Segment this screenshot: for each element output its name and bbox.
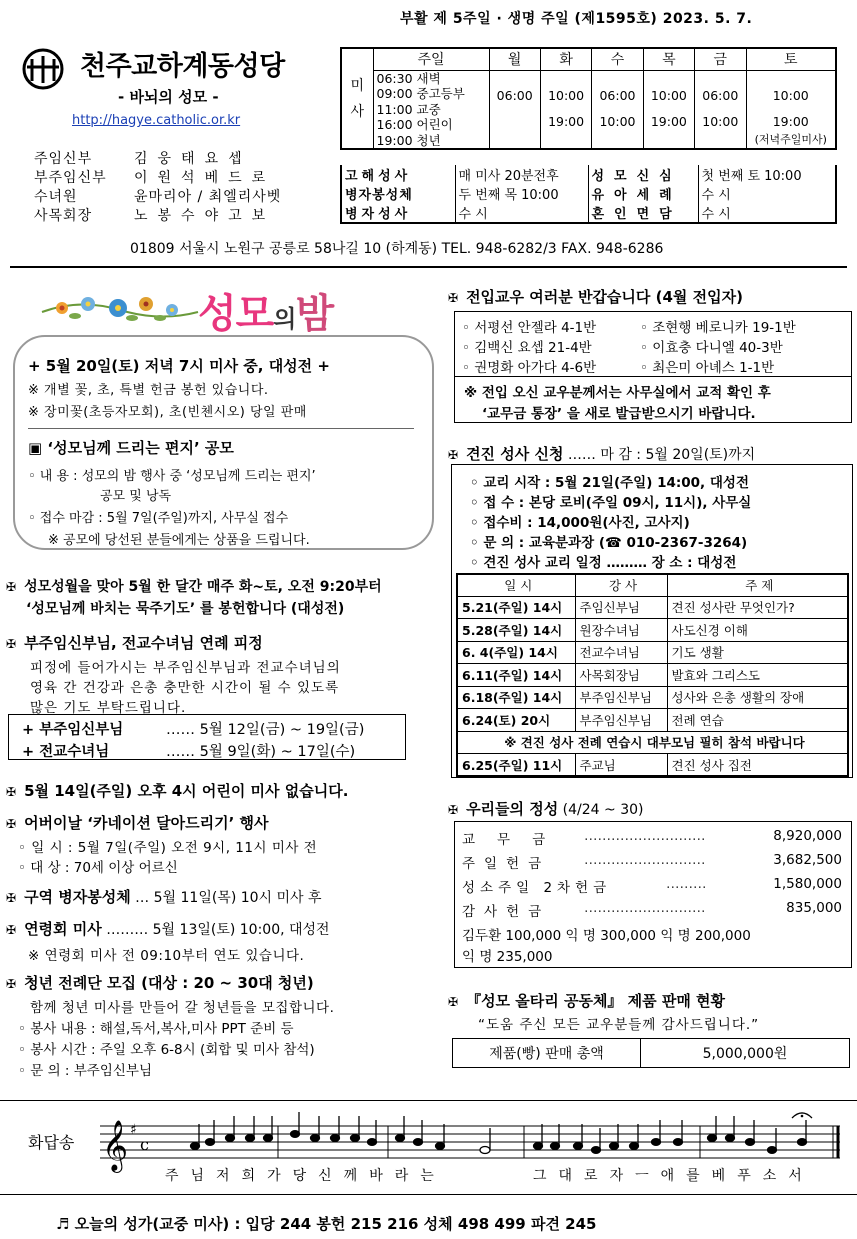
day-header: 금 bbox=[695, 48, 746, 70]
sales-thanks: “도움 주신 모든 교우분들께 감사드립니다.” bbox=[478, 1017, 760, 1033]
header-divider bbox=[10, 266, 847, 268]
sacrament-row: 고해성사 매 미사 20분전후 성모신심 첫 번째 토 10:00 bbox=[341, 165, 836, 184]
youth-recruit-duty: ◦ 봉사 내용 : 해설,독서,복사,미사 PPT 준비 등 bbox=[18, 1021, 294, 1037]
marian-night-title: 성모의밤 bbox=[198, 291, 334, 337]
newcomer-entry: ◦ 김백신 요셉 21-4반 bbox=[462, 340, 592, 356]
staff-row: 주임신부 김웅태요셉 bbox=[34, 151, 252, 167]
day-header: 화 bbox=[540, 48, 591, 70]
issue-date-line: 부활 제 5주일 · 생명 주일 (제1595호) 2023. 5. 7. bbox=[400, 11, 753, 27]
thursday-masses: 10:00 19:00 bbox=[643, 70, 694, 149]
sales-table bbox=[452, 1038, 850, 1068]
treble-clef-icon: 𝄞 bbox=[102, 1120, 129, 1171]
offering-dots: ……… bbox=[666, 876, 707, 892]
letter-contest-deadline: ◦ 접수 마감 : 5월 7일(주일)까지, 사무실 접수 bbox=[28, 511, 289, 526]
confirmation-info: ◦ 견진 성사 교리 일정 ……… 장 소 : 대성전 bbox=[470, 555, 737, 571]
memorial-note: ※ 연령회 미사 전 09:10부터 연도 있습니다. bbox=[28, 948, 305, 964]
offering-donors: 김두환 100,000 익 명 300,000 익 명 200,000 bbox=[462, 928, 751, 944]
staff-row: 수녀원 윤마리아 / 최엘리사벳 bbox=[34, 189, 282, 205]
newcomer-entry: ◦ 이효충 다니엘 40-3반 bbox=[640, 340, 783, 356]
marian-night-note: ※ 장미꽃(초등자모회), 초(빈첸시오) 당일 판매 bbox=[28, 405, 307, 420]
youth-recruit-title: ✠ 청년 전례단 모집 (대상 : 20 ~ 30대 청년) bbox=[6, 974, 314, 992]
table-row: 5.28(주일) 14시 원장수녀님 사도신경 이해 bbox=[457, 619, 848, 642]
confirmation-info: ◦ 접수비 : 14,000원(사진, 고사지) bbox=[470, 515, 690, 531]
mass-side-label: 미 사 bbox=[341, 48, 373, 149]
sick-communion: ✠ 구역 병자봉성체 … 5월 11일(목) 10시 미사 후 bbox=[6, 888, 322, 906]
schedule-times-row bbox=[341, 70, 836, 149]
offering-dots: ……………………… bbox=[584, 828, 706, 844]
confirmation-info: ◦ 접 수 : 본당 로비(주일 09시, 11시), 사무실 bbox=[470, 495, 752, 511]
music-divider bbox=[0, 1100, 857, 1101]
day-header: 월 bbox=[489, 48, 540, 70]
youth-recruit-time: ◦ 봉사 시간 : 주일 오후 6-8시 (회합 및 미사 참석) bbox=[18, 1042, 315, 1058]
staff-row: 부주임신부 이원석베드로 bbox=[34, 170, 276, 186]
sunday-masses: 06:30 새벽 09:00 중고등부 11:00 교중 16:00 어린이 19:00 청년 bbox=[373, 70, 489, 149]
flower-garland-icon bbox=[40, 290, 200, 330]
marian-night-event: + 5월 20일(토) 저녁 7시 미사 중, 대성전 + bbox=[28, 357, 330, 375]
newcomers-divider bbox=[455, 376, 851, 377]
table-row: 6. 4(주일) 14시 전교수녀님 기도 생활 bbox=[457, 641, 848, 664]
retreat-text: 피정에 들어가시는 부주임신부님과 전교수녀님의 bbox=[30, 660, 341, 676]
staff-row: 사목회장 노봉수야고보 bbox=[34, 208, 276, 224]
sacrament-schedule-table bbox=[340, 165, 837, 224]
table-row: 6.18(주일) 14시 부주임신부님 성사와 은총 생활의 장애 bbox=[457, 686, 848, 709]
newcomer-entry: ◦ 최은미 아녜스 1-1반 bbox=[640, 360, 775, 376]
sacrament-row: 병자봉성체 두 번째 목 10:00 유아세례 수 시 bbox=[341, 184, 836, 203]
retreat-text: 영육 간 건강과 은총 충만한 시간이 될 수 있도록 bbox=[30, 680, 340, 696]
church-website-link[interactable]: http://hagye.catholic.or.kr bbox=[72, 113, 241, 128]
psalm-lyrics: 그대로자ㅡ애를베푸소서 bbox=[533, 1168, 814, 1184]
marian-night-note: ※ 개별 꽃, 초, 특별 헌금 봉헌 있습니다. bbox=[28, 383, 269, 398]
psalm-lyrics: 주님저희가당신께바라는 bbox=[165, 1168, 446, 1184]
parents-day-title: ✠ 어버이날 ‘카네이션 달아드리기’ 행사 bbox=[6, 814, 269, 832]
tuesday-masses: 10:00 19:00 bbox=[540, 70, 591, 149]
letter-contest-title: ▣ ‘성모님께 드리는 편지’ 공모 bbox=[28, 439, 234, 457]
parents-day-target: ◦ 대 상 : 70세 이상 어르신 bbox=[18, 860, 178, 876]
offering-dots: ……………………… bbox=[584, 852, 706, 868]
sales-label: 제품(빵) 판매 총액 bbox=[453, 1039, 641, 1068]
retreat-title: ✠ 부주임신부님, 전교수녀님 연례 피정 bbox=[6, 634, 263, 652]
newcomers-note: ‘교무금 통장’ 을 새로 발급받으시기 바랍니다. bbox=[482, 406, 756, 422]
sales-title: ✠ 『성모 올타리 공동체』 제품 판매 현황 bbox=[448, 992, 726, 1010]
youth-recruit-contact: ◦ 문 의 : 부주임신부님 bbox=[18, 1063, 153, 1079]
table-row: 6.11(주일) 14시 사목회장님 발효와 그리스도 bbox=[457, 664, 848, 687]
offerings-title: ✠ 우리들의 정성 (4/24 ~ 30) bbox=[448, 800, 644, 818]
confirmation-info: ◦ 문 의 : 교육분과장 (☎ 010-2367-3264) bbox=[470, 535, 748, 551]
marian-night-divider bbox=[28, 428, 414, 429]
day-header: 수 bbox=[592, 48, 643, 70]
psalm-label: 화답송 bbox=[28, 1133, 75, 1152]
confirmation-info: ◦ 교리 시작 : 5월 21일(주일) 14:00, 대성전 bbox=[470, 475, 749, 491]
offering-donors: 익 명 235,000 bbox=[462, 949, 553, 965]
church-logo-icon bbox=[22, 48, 64, 90]
footer-divider bbox=[0, 1194, 857, 1195]
table-row: 6.25(주일) 11시 주교님 견진 성사 집전 bbox=[457, 754, 848, 777]
offering-label: 감사헌금 bbox=[462, 904, 551, 920]
retreat-sister-label: + 전교수녀님 bbox=[22, 744, 110, 760]
newcomer-entry: ◦ 조현행 베로니카 19-1반 bbox=[640, 320, 796, 336]
newcomer-entry: ◦ 권명화 아가다 4-6반 bbox=[462, 360, 597, 376]
table-row bbox=[453, 1039, 850, 1068]
table-header-row: 일 시 강 사 주 제 bbox=[457, 574, 848, 596]
newcomers-note: ※ 전입 오신 교우분께서는 사무실에서 교적 확인 후 bbox=[464, 385, 771, 401]
sharp-icon: ♯ bbox=[130, 1122, 137, 1138]
schedule-header-row bbox=[341, 48, 836, 70]
offering-label: 교무금 bbox=[462, 832, 568, 848]
children-mass-notice: ✠ 5월 14일(주일) 오후 4시 어린이 미사 없습니다. bbox=[6, 782, 349, 800]
youth-recruit-text: 함께 청년 미사를 만들어 갈 청년들을 모집합니다. bbox=[30, 1000, 335, 1016]
table-row: 5.21(주일) 14시 주임신부님 견진 성사란 무엇인가? bbox=[457, 596, 848, 619]
offering-amount: 8,920,000 bbox=[773, 828, 842, 844]
sacrament-row: 병자성사 수 시 혼인면담 수 시 bbox=[341, 203, 836, 223]
confirmation-title: ✠ 견진 성사 신청 …… 마 감 : 5월 20일(토)까지 bbox=[448, 445, 756, 463]
retreat-priest-dates: …… 5월 12일(금) ~ 19일(금) bbox=[166, 722, 365, 738]
table-row: 6.24(토) 20시 부주임신부님 전례 연습 bbox=[457, 709, 848, 732]
newcomers-title: ✠ 전입교우 여러분 반갑습니다 (4월 전입자) bbox=[448, 288, 743, 306]
day-header: 주일 bbox=[373, 48, 489, 70]
day-header: 토 bbox=[746, 48, 836, 70]
mass-schedule-table bbox=[340, 47, 837, 150]
newcomer-entry: ◦ 서평선 안젤라 4-1반 bbox=[462, 320, 597, 336]
rosary-notice-detail: ‘성모님께 바치는 묵주기도’ 를 봉헌합니다 (대성전) bbox=[26, 601, 345, 617]
monday-masses: 06:00 bbox=[489, 70, 540, 149]
saturday-masses: 10:00 19:00 (저녁주일미사) bbox=[746, 70, 836, 149]
church-name: 천주교하계동성당 bbox=[80, 51, 285, 82]
retreat-text: 많은 기도 부탁드립니다. bbox=[30, 700, 187, 716]
memorial-mass: ✠ 연령회 미사 ……… 5월 13일(토) 10:00, 대성전 bbox=[6, 920, 330, 938]
offering-amount: 835,000 bbox=[786, 900, 842, 916]
church-address: 01809 서울시 노원구 공릉로 58나길 10 (하계동) TEL. 948-6282/3 FAX. 948-6286 bbox=[130, 241, 664, 257]
church-subtitle: - 바뇌의 성모 - bbox=[118, 88, 219, 106]
retreat-priest-label: + 부주임신부님 bbox=[22, 722, 124, 738]
day-header: 목 bbox=[643, 48, 694, 70]
offering-label: 성소주일 2차헌금 bbox=[462, 880, 612, 896]
offering-amount: 1,580,000 bbox=[773, 876, 842, 892]
time-signature-icon: c bbox=[140, 1135, 149, 1154]
friday-masses: 06:00 10:00 bbox=[695, 70, 746, 149]
table-note-row: ※ 견진 성사 전례 연습시 대부모님 필히 참석 바랍니다 bbox=[457, 731, 848, 754]
wednesday-masses: 06:00 10:00 bbox=[592, 70, 643, 149]
confirmation-schedule-table bbox=[456, 573, 849, 777]
retreat-sister-dates: …… 5월 9일(화) ~ 17일(수) bbox=[166, 744, 356, 760]
letter-contest-note: ※ 공모에 당선된 분들에게는 상품을 드립니다. bbox=[48, 533, 310, 548]
offering-dots: ……………………… bbox=[584, 900, 706, 916]
offering-label: 주일헌금 bbox=[462, 856, 551, 872]
sales-amount: 5,000,000원 bbox=[641, 1039, 850, 1068]
offering-amount: 3,682,500 bbox=[773, 852, 842, 868]
parents-day-time: ◦ 일 시 : 5월 7일(주일) 오전 9시, 11시 미사 전 bbox=[18, 840, 318, 856]
letter-contest-content: 공모 및 낭독 bbox=[100, 489, 172, 504]
todays-hymns: ♬ 오늘의 성가(교중 미사) : 입당 244 봉헌 215 216 성체 498 499 파견 245 bbox=[56, 1215, 597, 1233]
rosary-notice: ✠ 성모성월을 맞아 5월 한 달간 매주 화~토, 오전 9:20부터 bbox=[6, 579, 382, 595]
letter-contest-content: ◦ 내 용 : 성모의 밤 행사 중 ‘성모님께 드리는 편지’ bbox=[28, 469, 316, 484]
